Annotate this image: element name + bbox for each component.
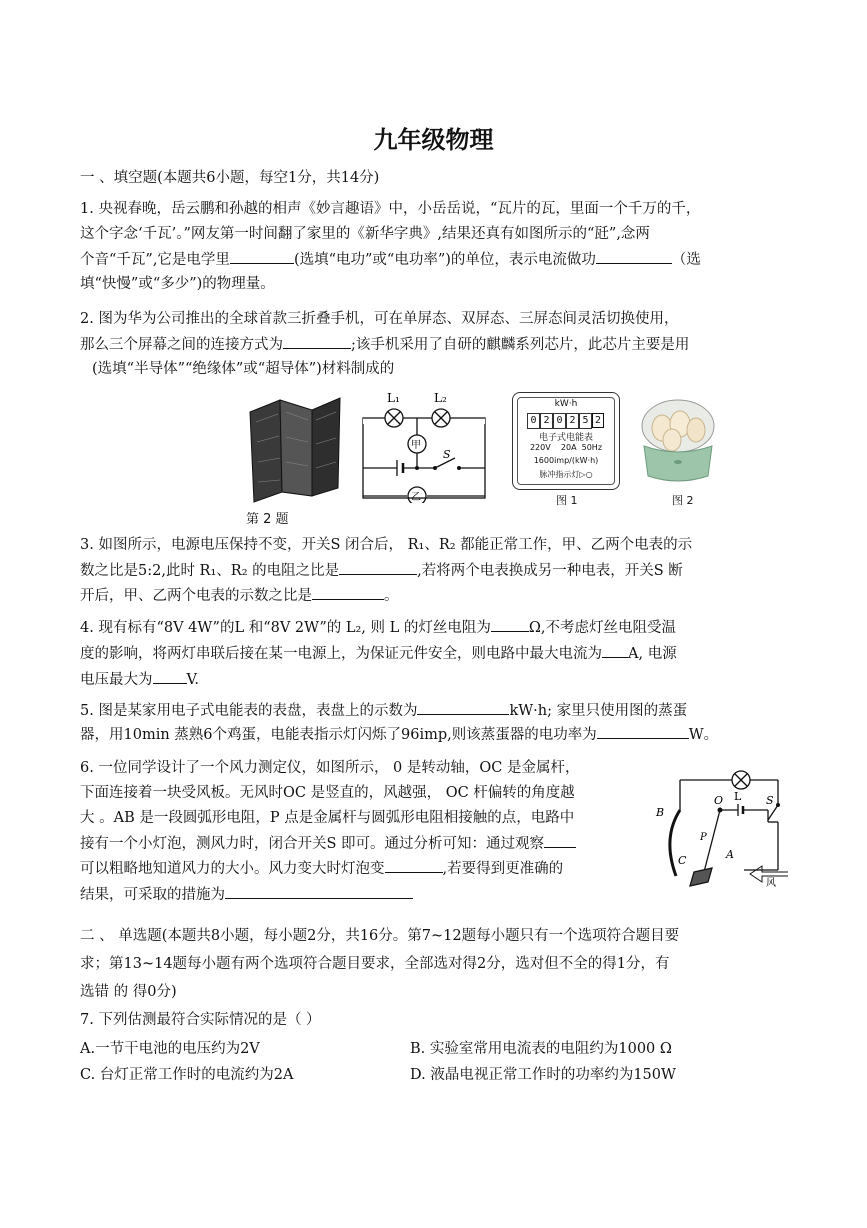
q7-option-c[interactable]: C. 台灯正常工作时的电流约为2A <box>80 1067 294 1083</box>
q7-option-d[interactable]: D. 液晶电视正常工作时的功率约为150W <box>410 1067 676 1083</box>
q4-line3: 电压最大为 V. <box>80 669 199 690</box>
q5-line1: 5. 图是某家用电子式电能表的表盘，表盘上的示数为 kW·h; 家里只使用图的蒸蛋 <box>80 700 687 721</box>
section1-heading: 一 、填空题(本题共6小题，每空1分，共14分) <box>80 170 380 186</box>
q2-line2: 那么三个屏幕之间的连接方式为 ;该手机采用了自研的麒麟系列芯片，此芯片主要是用 <box>80 334 689 355</box>
caption-q2: 第 2 题 <box>246 512 289 527</box>
circuit-diagram-q3 <box>355 388 495 503</box>
label-S: S <box>766 794 774 807</box>
caption-fig2: 图 2 <box>672 494 694 507</box>
label-wind: 风 <box>766 878 776 889</box>
meter-digit: 2 <box>540 413 553 429</box>
q2-line3: (选填“半导体”“绝缘体”或“超导体”)材料制成的 <box>92 361 395 377</box>
meter-imp: 1600imp/(kW·h) <box>533 456 599 465</box>
meter-digit: 0 <box>527 413 540 429</box>
answer-blank[interactable] <box>596 249 672 264</box>
section2-heading-line1: 二 、 单选题(本题共8小题，每小题2分，共16分。第7~12题每小题只有一个选项符合题目要 <box>80 928 680 944</box>
meter-spec: 220V 20A 50Hz <box>529 443 603 452</box>
meter-digit: 2 <box>592 413 604 428</box>
q6-line2: 下面连接着一块受风板。无风时OC 是竖直的，风越强， OC 杆偏转的角度越 <box>80 785 575 801</box>
label-L2: L₂ <box>434 391 447 405</box>
meter-unit: kW·h <box>554 399 578 409</box>
meter-digit: 5 <box>579 413 592 429</box>
label-O: O <box>714 794 724 807</box>
q1-line2: 这个字念‘千瓦’。”网友第一时间翻了家里的《新华字典》,结果还真有如图所示的“瓩”,念两 <box>80 226 650 242</box>
q1-line4: 填“快慢”或“多少”)的物理量。 <box>80 276 275 292</box>
label-B: B <box>656 806 665 819</box>
label-C: C <box>678 854 687 867</box>
answer-blank[interactable] <box>225 884 413 899</box>
q1-line3: 个音“千瓦”,它是电学里 (选填“电功”或“电功率”)的单位，表示电流做功 （选 <box>80 249 701 270</box>
answer-blank[interactable] <box>602 643 628 658</box>
answer-blank[interactable] <box>153 669 187 684</box>
wind-meter-diagram <box>650 760 790 890</box>
answer-blank[interactable] <box>544 833 576 848</box>
meter-digit: 2 <box>566 413 579 429</box>
answer-blank[interactable] <box>417 700 509 715</box>
label-S: S <box>443 448 451 461</box>
energy-meter-figure <box>512 392 620 490</box>
q6-line1: 6. 一位同学设计了一个风力测定仪，如图所示， 0 是转动轴，OC 是金属杆， <box>80 760 580 776</box>
meter-display <box>527 413 604 429</box>
meter-yi: 乙 <box>411 492 421 503</box>
egg-steamer-image <box>636 396 720 488</box>
q3-line1: 3. 如图所示，电源电压保持不变，开关S 闭合后， R₁、R₂ 都能正常工作，甲、乙两个电表的示 <box>80 537 693 553</box>
label-L1: L₁ <box>387 391 400 405</box>
q6-line6: 结果，可采取的措施为 <box>80 884 413 905</box>
page-title: 九年级物理 <box>373 125 494 154</box>
meter-digit: 0 <box>553 413 566 429</box>
q4-line2: 度的影响，将两灯串联后接在某一电源上，为保证元件安全，则电路中最大电流为 A, 电源 <box>80 643 677 664</box>
q2-line1: 2. 图为华为公司推出的全球首款三折叠手机，可在单屏态、双屏态、三屏态间灵活切换使用， <box>80 311 679 327</box>
q7-stem: 7. 下列估测最符合实际情况的是（ ） <box>80 1012 321 1028</box>
q4-line1: 4. 现有标有“8V 4W”的L 和“8V 2W”的 L₂, 则 L 的灯丝电阻为 Ω,不考虑灯丝电阻受温 <box>80 617 676 638</box>
folding-phone-image <box>240 392 345 504</box>
q3-line3: 开后，甲、乙两个电表的示数之比是 。 <box>80 585 399 606</box>
q6-line4: 接有一个小灯泡，测风力时，闭合开关S 即可。通过分析可知：通过观察 <box>80 833 576 854</box>
q6-line3: 大 。AB 是一段圆弧形电阻，P 点是金属杆与圆弧形电阻相接触的点，电路中 <box>80 810 575 826</box>
section2-heading-line2: 求；第13~14题每小题有两个选项符合题目要求，全部选对得2分，选对但不全的得1分，有 <box>80 956 670 972</box>
section2-heading-line3: 选错 的 得0分) <box>80 984 177 1000</box>
answer-blank[interactable] <box>312 585 384 600</box>
q6-line5: 可以粗略地知道风力的大小。风力变大时灯泡变 ,若要得到更准确的 <box>80 858 563 879</box>
answer-blank[interactable] <box>230 249 294 264</box>
answer-blank[interactable] <box>491 617 529 632</box>
q7-option-a[interactable]: A.一节干电池的电压约为2V <box>80 1041 260 1057</box>
answer-blank[interactable] <box>597 724 689 739</box>
label-P: P <box>700 832 707 843</box>
q1-line1: 1. 央视春晚，岳云鹏和孙越的相声《妙言趣语》中，小岳岳说，“瓦片的瓦，里面一个千万的千， <box>80 201 701 217</box>
label-L: L <box>734 790 742 803</box>
q5-line2: 器，用10min 蒸熟6个鸡蛋，电能表指示灯闪烁了96imp,则该蒸蛋器的电功率为 W。 <box>80 724 718 745</box>
meter-light: 脉冲指示灯▷○ <box>539 470 593 479</box>
q7-option-b[interactable]: B. 实验室常用电流表的电阻约为1000 Ω <box>410 1041 672 1057</box>
q3-line2: 数之比是5:2,此时 R₁、R₂ 的电阻之比是 ,若将两个电表换成另一种电表，开关S 断 <box>80 560 683 581</box>
caption-fig1: 图 1 <box>556 494 578 507</box>
meter-jia: 甲 <box>411 440 421 451</box>
answer-blank[interactable] <box>385 858 443 873</box>
label-A: A <box>726 848 734 861</box>
meter-name: 电子式电能表 <box>538 433 593 443</box>
answer-blank[interactable] <box>283 334 351 349</box>
answer-blank[interactable] <box>339 560 417 575</box>
